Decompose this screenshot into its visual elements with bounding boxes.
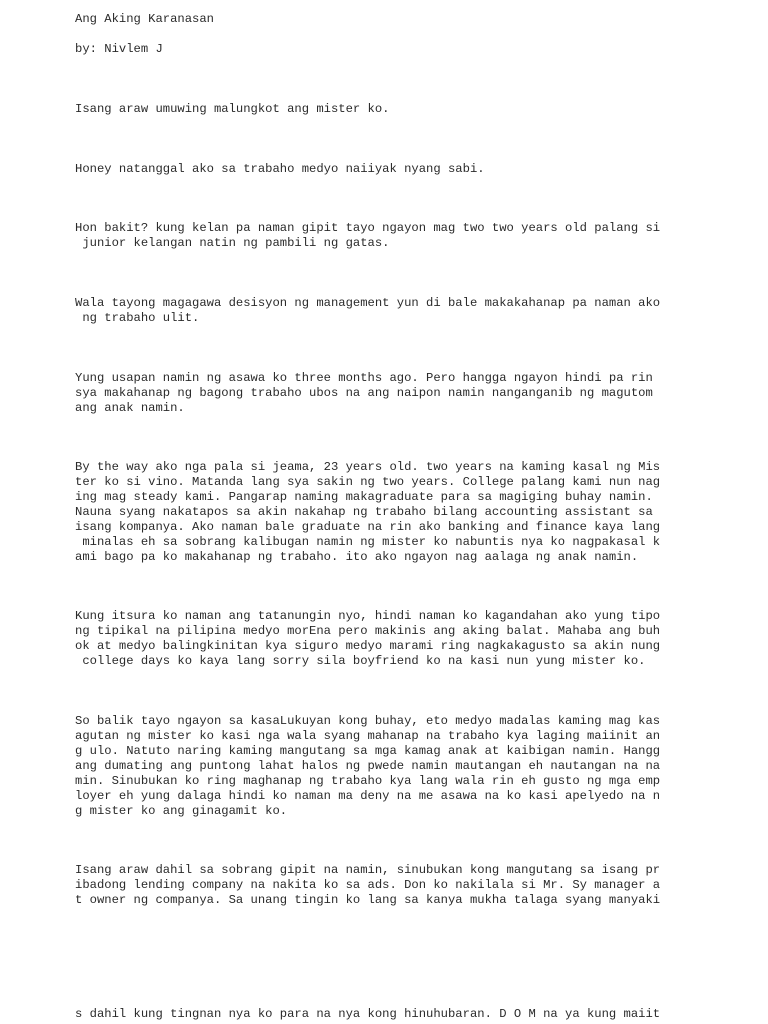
paragraph-line: min. Sinubukan ko ring maghanap ng trabaho kya lang wala rin eh gusto ng mga emp bbox=[75, 774, 661, 788]
paragraph-line: ter ko si vino. Matanda lang sya sakin ng two years. College palang kami nun nag bbox=[75, 475, 661, 489]
paragraph-line: g ulo. Natuto naring kaming mangutang sa mga kamag anak at kaibigan namin. Hangg bbox=[75, 744, 661, 758]
paragraph-line: Isang araw dahil sa sobrang gipit na namin, sinubukan kong mangutang sa isang pr bbox=[75, 863, 661, 877]
paragraph-line: t owner ng companya. Sa unang tingin ko lang sa kanya mukha talaga syang manyaki bbox=[75, 893, 661, 907]
paragraph-line: Isang araw umuwing malungkot ang mister ko. bbox=[75, 102, 390, 116]
paragraph-line: Yung usapan namin ng asawa ko three months ago. Pero hangga ngayon hindi pa rin bbox=[75, 371, 653, 385]
paragraph-line: college days ko kaya lang sorry sila boyfriend ko na kasi nun yung mister ko. bbox=[75, 654, 646, 668]
paragraph-line: Hon bakit? kung kelan pa naman gipit tayo ngayon mag two two years old palang si bbox=[75, 221, 661, 235]
paragraph-line: Kung itsura ko naman ang tatanungin nyo, hindi naman ko kagandahan ako yung tipo bbox=[75, 609, 661, 623]
paragraph-line: Nauna syang nakatapos sa akin nakahap ng trabaho bilang accounting assistant sa bbox=[75, 505, 653, 519]
paragraph-line: By the way ako nga pala si jeama, 23 years old. two years na kaming kasal ng Mis bbox=[75, 460, 661, 474]
paragraph-line: ok at medyo balingkinitan kya siguro medyo marami ring nagkakagusto sa akin nung bbox=[75, 639, 661, 653]
paragraph-line: loyer eh yung dalaga hindi ko naman ma deny na me asawa na ko kasi apelyedo na n bbox=[75, 789, 661, 803]
paragraph-line: ang dumating ang puntong lahat halos ng pwede namin mautangan eh nautangan na na bbox=[75, 759, 661, 773]
paragraph-line: agutan ng mister ko kasi nga wala syang mahanap na trabaho kya laging maiinit an bbox=[75, 729, 661, 743]
paragraph-line: ng trabaho ulit. bbox=[75, 311, 200, 325]
paragraph-line: Wala tayong magagawa desisyon ng management yun di bale makakahanap pa naman ako bbox=[75, 296, 661, 310]
paragraph-line: ng tipikal na pilipina medyo morEna pero makinis ang aking balat. Mahaba ang buh bbox=[75, 624, 661, 638]
paragraph-line: Honey natanggal ako sa trabaho medyo naiiyak nyang sabi. bbox=[75, 162, 485, 176]
paragraph-line: junior kelangan natin ng pambili ng gatas. bbox=[75, 236, 390, 250]
document-byline: by: Nivlem J bbox=[75, 42, 163, 56]
paragraph-line: g mister ko ang ginagamit ko. bbox=[75, 804, 288, 818]
paragraph-line: isang kompanya. Ako naman bale graduate na rin ako banking and finance kaya lang bbox=[75, 520, 661, 534]
paragraph-line: ang anak namin. bbox=[75, 401, 185, 415]
paragraph-line: sya makahanap ng bagong trabaho ubos na ang naipon namin nanganganib ng magutom bbox=[75, 386, 653, 400]
paragraph-line: ibadong lending company na nakita ko sa ads. Don ko nakilala si Mr. Sy manager a bbox=[75, 878, 661, 892]
paragraph-line: s dahil kung tingnan nya ko para na nya kong hinuhubaran. D O M na ya kung maiit bbox=[75, 1007, 661, 1021]
paragraph-line: ing mag steady kami. Pangarap naming makagraduate para sa magiging buhay namin. bbox=[75, 490, 653, 504]
paragraph-line: ami bago pa ko makahanap ng trabaho. ito ako ngayon nag aalaga ng anak namin. bbox=[75, 550, 639, 564]
paragraph-line: minalas eh sa sobrang kalibugan namin ng mister ko nabuntis nya ko nagpakasal k bbox=[75, 535, 661, 549]
document-title: Ang Aking Karanasan bbox=[75, 12, 214, 26]
paragraph-line: So balik tayo ngayon sa kasaLukuyan kong buhay, eto medyo madalas kaming mag kas bbox=[75, 714, 661, 728]
